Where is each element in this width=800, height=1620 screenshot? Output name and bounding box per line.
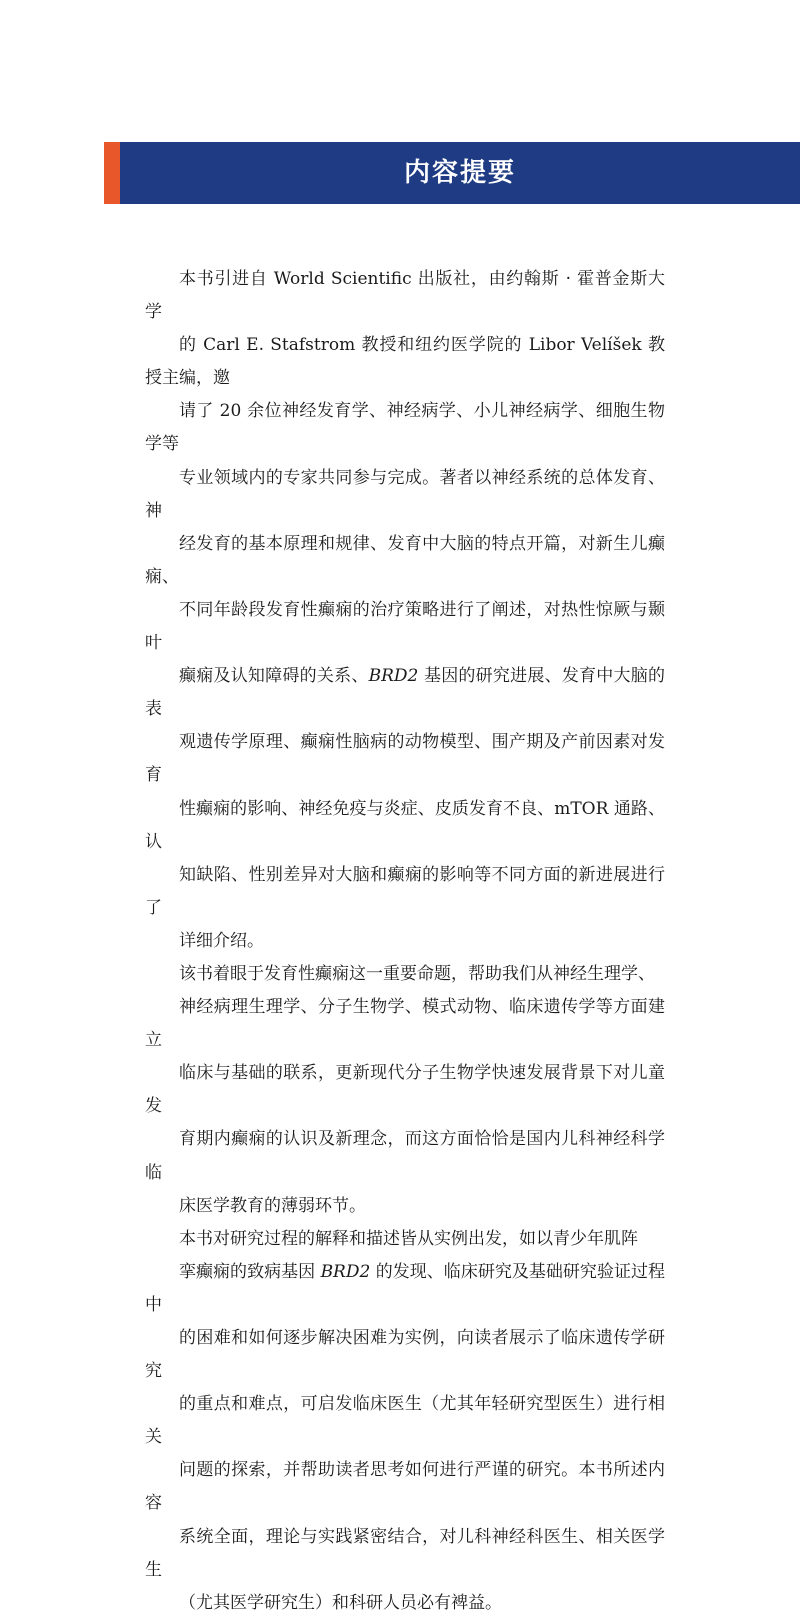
paragraph-3	[145, 1223, 665, 1620]
text-segment: 的发现、临床研究及基础研究验证过程中	[145, 1261, 666, 1315]
text-line: 的困难和如何逐步解决困难为实例，向读者展示了临床遗传学研究	[145, 1328, 665, 1382]
text-line: 的重点和难点，可启发临床医生（尤其年轻研究型医生）进行相关	[145, 1394, 665, 1448]
text-line: 请了 20 余位神经发育学、神经病学、小儿神经病学、细胞生物学等	[145, 401, 665, 455]
text-segment: 癫痫及认知障碍的关系、	[179, 666, 369, 687]
text-line: 临床与基础的联系，更新现代分子生物学快速发展背景下对儿童发	[145, 1063, 665, 1117]
text-segment: 挛癫痫的致病基因	[179, 1261, 321, 1282]
text-line: 神经病理生理学、分子生物学、模式动物、临床遗传学等方面建立	[145, 997, 665, 1051]
text-line: 该书着眼于发育性癫痫这一重要命题，帮助我们从神经生理学、	[179, 963, 655, 984]
text-line: 育期内癫痫的认识及新理念，而这方面恰恰是国内儿科神经科学临	[145, 1129, 665, 1183]
text-line: 本书引进自 World Scientific 出版社，由约翰斯 · 霍普金斯大学	[145, 269, 665, 323]
text-line: 不同年龄段发育性癫痫的治疗策略进行了阐述，对热性惊厥与颞叶	[145, 599, 665, 654]
text-segment: 基因的研究进展、发育中大脑的表	[145, 666, 666, 720]
text-line: 本书对研究过程的解释和描述皆从实例出发，如以青少年肌阵	[179, 1228, 638, 1249]
text-line: （尤其医学研究生）和科研人员必有裨益。	[179, 1592, 502, 1613]
text-line: 观遗传学原理、癫痫性脑病的动物模型、围产期及产前因素对发育	[145, 732, 665, 786]
page-title: 内容提要	[403, 158, 516, 188]
gene-name: BRD2	[368, 666, 419, 687]
text-line: 详细介绍。	[179, 930, 264, 951]
text-line: 经发育的基本原理和规律、发育中大脑的特点开篇，对新生儿癫痫、	[145, 533, 665, 587]
section-header-band	[104, 142, 800, 204]
paragraph-1	[145, 263, 665, 958]
text-line: 系统全面，理论与实践紧密结合，对儿科神经科医生、相关医学生	[145, 1526, 665, 1580]
text-line: 的 Carl E. Stafstrom 教授和纽约医学院的 Libor Velíšek 教授主编，邀	[145, 335, 665, 389]
text-line: 性癫痫的影响、神经免疫与炎症、皮质发育不良、mTOR 通路、认	[145, 798, 665, 852]
gene-name: BRD2	[320, 1261, 371, 1282]
text-line: 问题的探索，并帮助读者思考如何进行严谨的研究。本书所述内容	[145, 1460, 665, 1514]
text-line: 专业领域内的专家共同参与完成。著者以神经系统的总体发育、神	[145, 467, 665, 521]
text-line	[145, 1256, 665, 1322]
header-accent-bar	[104, 142, 120, 204]
text-line: 床医学教育的薄弱环节。	[179, 1195, 366, 1216]
paragraph-2	[145, 958, 665, 1223]
text-line: 知缺陷、性别差异对大脑和癫痫的影响等不同方面的新进展进行了	[145, 864, 665, 918]
text-line	[145, 660, 665, 726]
summary-body	[145, 263, 665, 1620]
